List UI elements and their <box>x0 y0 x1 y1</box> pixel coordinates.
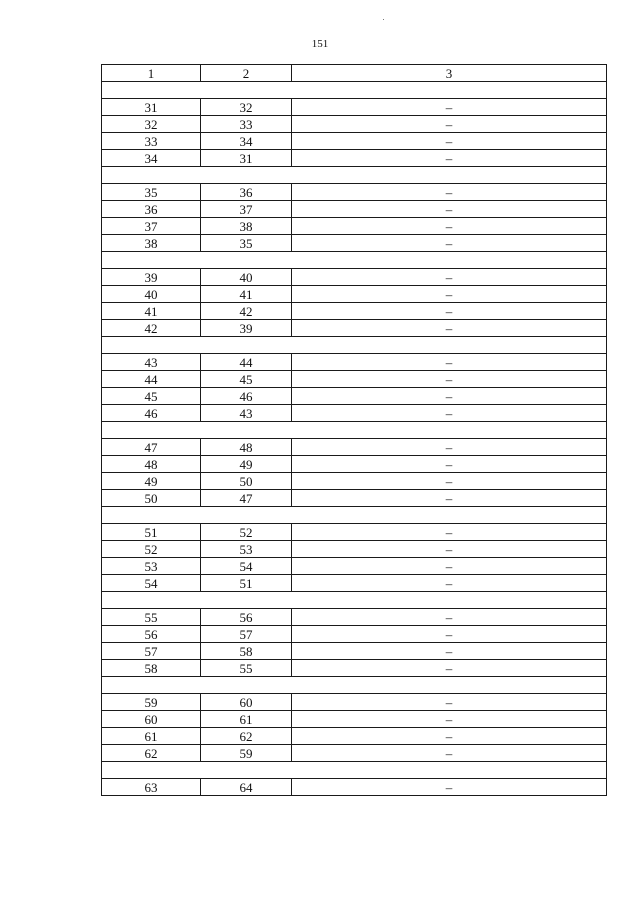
table-cell-col3: – <box>292 235 607 252</box>
table-cell-col3: – <box>292 779 607 796</box>
table-row <box>102 184 607 201</box>
data-table <box>101 64 607 796</box>
table-cell-col2: 46 <box>201 388 292 405</box>
table-cell-col3: – <box>292 490 607 507</box>
table-row <box>102 371 607 388</box>
table-cell-col1: 49 <box>102 473 201 490</box>
separator-row <box>102 337 607 354</box>
table-cell-col3: – <box>292 524 607 541</box>
table-row <box>102 694 607 711</box>
table-cell-col1: 33 <box>102 133 201 150</box>
table-cell-col3: – <box>292 371 607 388</box>
table-row <box>102 575 607 592</box>
table-cell-col1: 63 <box>102 779 201 796</box>
table-row <box>102 286 607 303</box>
table-row <box>102 354 607 371</box>
table-cell-col2: 39 <box>201 320 292 337</box>
table-cell-col1: 40 <box>102 286 201 303</box>
header-cell-1: 1 <box>102 65 201 82</box>
table-cell-col3: – <box>292 320 607 337</box>
table-cell-col3: – <box>292 218 607 235</box>
table-row <box>102 728 607 745</box>
table-cell-col3: – <box>292 541 607 558</box>
table-cell-col1: 59 <box>102 694 201 711</box>
table-cell-col2: 60 <box>201 694 292 711</box>
table-row <box>102 388 607 405</box>
separator-cell <box>102 82 607 99</box>
table-cell-col2: 35 <box>201 235 292 252</box>
table-cell-col2: 41 <box>201 286 292 303</box>
table-cell-col3: – <box>292 116 607 133</box>
table-cell-col1: 55 <box>102 609 201 626</box>
separator-cell <box>102 167 607 184</box>
table-cell-col1: 56 <box>102 626 201 643</box>
table-cell-col2: 55 <box>201 660 292 677</box>
table-cell-col3: – <box>292 575 607 592</box>
table-row <box>102 660 607 677</box>
table-row <box>102 133 607 150</box>
table-cell-col1: 37 <box>102 218 201 235</box>
table-cell-col1: 36 <box>102 201 201 218</box>
table-cell-col2: 53 <box>201 541 292 558</box>
table-cell-col1: 48 <box>102 456 201 473</box>
table-cell-col2: 57 <box>201 626 292 643</box>
table-cell-col1: 44 <box>102 371 201 388</box>
table-cell-col1: 51 <box>102 524 201 541</box>
table-cell-col1: 42 <box>102 320 201 337</box>
table-row <box>102 116 607 133</box>
table-cell-col3: – <box>292 473 607 490</box>
separator-cell <box>102 422 607 439</box>
table-cell-col2: 52 <box>201 524 292 541</box>
table-cell-col3: – <box>292 439 607 456</box>
table-cell-col1: 41 <box>102 303 201 320</box>
table-row <box>102 745 607 762</box>
table-cell-col3: – <box>292 354 607 371</box>
table-row <box>102 643 607 660</box>
table-cell-col3: – <box>292 201 607 218</box>
table-cell-col3: – <box>292 456 607 473</box>
table-row <box>102 473 607 490</box>
table-row <box>102 150 607 167</box>
table-cell-col1: 53 <box>102 558 201 575</box>
table-cell-col3: – <box>292 643 607 660</box>
separator-row <box>102 167 607 184</box>
table-cell-col2: 49 <box>201 456 292 473</box>
table-cell-col2: 34 <box>201 133 292 150</box>
table-row <box>102 541 607 558</box>
table-row <box>102 99 607 116</box>
table-cell-col3: – <box>292 184 607 201</box>
table-cell-col3: – <box>292 388 607 405</box>
table-cell-col2: 43 <box>201 405 292 422</box>
table-cell-col1: 61 <box>102 728 201 745</box>
table-row <box>102 558 607 575</box>
table-cell-col2: 38 <box>201 218 292 235</box>
table-cell-col2: 54 <box>201 558 292 575</box>
table-row <box>102 626 607 643</box>
table-row <box>102 524 607 541</box>
table-cell-col2: 56 <box>201 609 292 626</box>
table-cell-col3: – <box>292 303 607 320</box>
table-cell-col3: – <box>292 609 607 626</box>
table-cell-col3: – <box>292 133 607 150</box>
table-cell-col3: – <box>292 558 607 575</box>
table-cell-col2: 51 <box>201 575 292 592</box>
table-cell-col2: 44 <box>201 354 292 371</box>
table-row <box>102 490 607 507</box>
table-cell-col2: 31 <box>201 150 292 167</box>
table-cell-col1: 34 <box>102 150 201 167</box>
table-row <box>102 320 607 337</box>
table-cell-col1: 62 <box>102 745 201 762</box>
table-row <box>102 235 607 252</box>
table-row <box>102 439 607 456</box>
table-cell-col3: – <box>292 269 607 286</box>
page-number: 151 <box>311 38 329 50</box>
table-cell-col2: 62 <box>201 728 292 745</box>
separator-row <box>102 422 607 439</box>
table-cell-col1: 31 <box>102 99 201 116</box>
separator-row <box>102 677 607 694</box>
table-cell-col2: 37 <box>201 201 292 218</box>
table-row <box>102 218 607 235</box>
table-row <box>102 711 607 728</box>
table-cell-col2: 40 <box>201 269 292 286</box>
table-cell-col2: 45 <box>201 371 292 388</box>
separator-cell <box>102 677 607 694</box>
table-row <box>102 303 607 320</box>
table-row <box>102 779 607 796</box>
header-cell-2: 2 <box>201 65 292 82</box>
table-cell-col3: – <box>292 711 607 728</box>
separator-row <box>102 592 607 609</box>
separator-cell <box>102 252 607 269</box>
table-cell-col1: 45 <box>102 388 201 405</box>
table-cell-col2: 64 <box>201 779 292 796</box>
table-cell-col1: 54 <box>102 575 201 592</box>
table-cell-col2: 61 <box>201 711 292 728</box>
table-cell-col1: 38 <box>102 235 201 252</box>
separator-row <box>102 507 607 524</box>
table-cell-col3: – <box>292 660 607 677</box>
table-cell-col1: 47 <box>102 439 201 456</box>
table-cell-col2: 50 <box>201 473 292 490</box>
separator-cell <box>102 337 607 354</box>
table-cell-col1: 39 <box>102 269 201 286</box>
table-cell-col3: – <box>292 99 607 116</box>
table-cell-col2: 59 <box>201 745 292 762</box>
table-cell-col3: – <box>292 694 607 711</box>
table-row <box>102 269 607 286</box>
table-cell-col1: 46 <box>102 405 201 422</box>
table-cell-col1: 43 <box>102 354 201 371</box>
table-row <box>102 609 607 626</box>
separator-cell <box>102 507 607 524</box>
table-cell-col1: 50 <box>102 490 201 507</box>
header-row <box>102 65 607 82</box>
table-cell-col2: 33 <box>201 116 292 133</box>
header-cell-3: 3 <box>292 65 607 82</box>
table-cell-col1: 35 <box>102 184 201 201</box>
table-cell-col1: 58 <box>102 660 201 677</box>
separator-cell <box>102 592 607 609</box>
separator-row <box>102 82 607 99</box>
table-cell-col1: 57 <box>102 643 201 660</box>
table-cell-col3: – <box>292 728 607 745</box>
table-cell-col3: – <box>292 286 607 303</box>
table-cell-col2: 47 <box>201 490 292 507</box>
table-row <box>102 456 607 473</box>
separator-row <box>102 252 607 269</box>
table-row <box>102 201 607 218</box>
table-cell-col1: 32 <box>102 116 201 133</box>
table-cell-col2: 36 <box>201 184 292 201</box>
table-cell-col2: 58 <box>201 643 292 660</box>
table-cell-col3: – <box>292 745 607 762</box>
scan-speck <box>383 19 384 20</box>
table-cell-col2: 48 <box>201 439 292 456</box>
table-cell-col2: 42 <box>201 303 292 320</box>
table-row <box>102 405 607 422</box>
table-cell-col3: – <box>292 626 607 643</box>
table-cell-col1: 60 <box>102 711 201 728</box>
separator-row <box>102 762 607 779</box>
table-cell-col1: 52 <box>102 541 201 558</box>
table-cell-col2: 32 <box>201 99 292 116</box>
separator-cell <box>102 762 607 779</box>
table-cell-col3: – <box>292 150 607 167</box>
table-cell-col3: – <box>292 405 607 422</box>
